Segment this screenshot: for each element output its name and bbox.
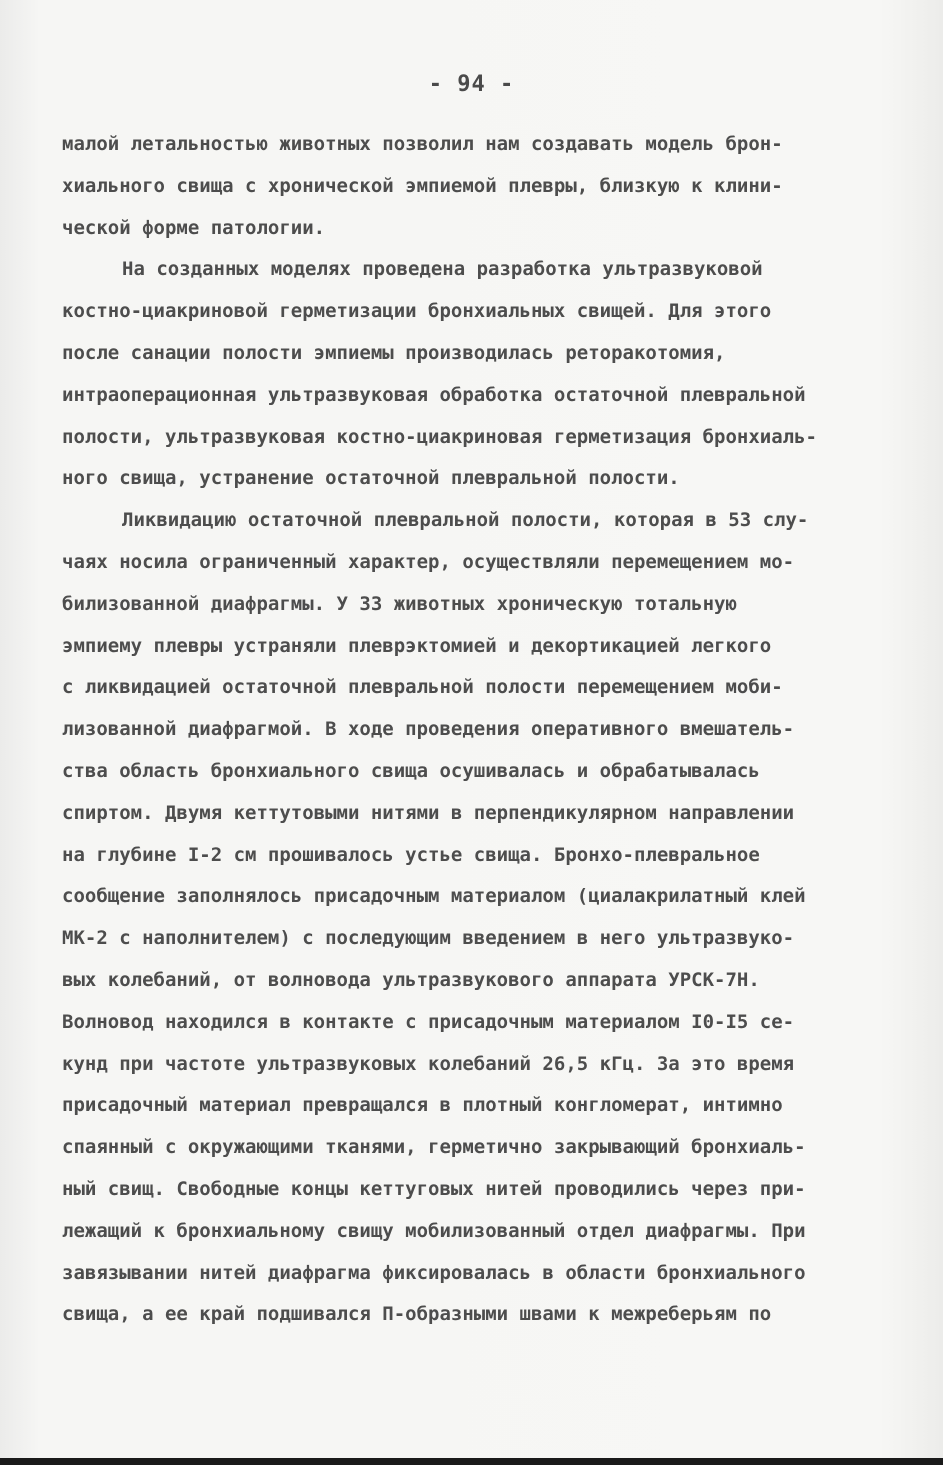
text-line: На созданных моделях проведена разработка ультразвуковой (122, 258, 763, 281)
text-line: лизованной диафрагмой. В ходе проведения оперативного вмешатель- (62, 718, 795, 741)
text-line: хиального свища с хронической эмпиемой плевры, близкую к клини- (62, 174, 783, 197)
text-line: после санации полости эмпиемы производилась реторакотомия, (62, 341, 726, 364)
text-line: чаях носила ограниченный характер, осуществляли перемещением мо- (62, 550, 795, 573)
text-line: завязывании нитей диафрагма фиксировалась в области бронхиального (62, 1261, 806, 1284)
page-number: - 94 - (428, 72, 515, 97)
text-line: костно-циакриновой герметизации бронхиальных свищей. Для этого (62, 300, 772, 323)
text-line: Ликвидацию остаточной плевральной полости, которая в 53 слу- (122, 509, 809, 532)
scan-edge-bar (0, 1458, 943, 1465)
text-line: полости, ультразвуковая костно-циакриновая герметизация бронхиаль- (62, 425, 817, 448)
text-line: малой летальностью животных позволил нам создавать модель брон- (62, 133, 783, 155)
text-line: кунд при частоте ультразвуковых колебаний 26,5 кГц. За это время (62, 1052, 795, 1075)
text-line: билизованной диафрагмы. У 33 животных хроническую тотальную (62, 592, 737, 615)
body-text (62, 124, 902, 1336)
text-line: Волновод находился в контакте с присадочным материалом I0-I5 се- (62, 1010, 795, 1033)
text-line: присадочный материал превращался в плотный конгломерат, интимно (62, 1094, 783, 1117)
text-line: вых колебаний, от волновода ультразвукового аппарата УРСК-7Н. (62, 968, 760, 991)
text-line: интраоперационная ультразвуковая обработка остаточной плевральной (62, 383, 806, 406)
text-line: эмпиему плевры устраняли плеврэктомией и декортикацией легкого (62, 634, 772, 657)
text-line: спаянный с окружающими тканями, герметично закрывающий бронхиаль- (62, 1136, 806, 1159)
text-line: ческой форме патологии. (62, 216, 326, 239)
text-line: ства область бронхиального свища осушивалась и обрабатывалась (62, 759, 760, 782)
text-line: с ликвидацией остаточной плевральной полости перемещением моби- (62, 676, 783, 699)
text-line: ного свища, устранение остаточной плевральной полости. (62, 467, 680, 490)
text-line: лежащий к бронхиальному свищу мобилизованный отдел диафрагмы. При (62, 1219, 806, 1242)
text-line: ный свищ. Свободные концы кеттуговых нитей проводились через при- (62, 1177, 806, 1200)
text-line: сообщение заполнялось присадочным материалом (циалакрилатный клей (62, 885, 806, 908)
text-line: свища, а ее край подшивался П-образными швами к межреберьям по (62, 1303, 772, 1326)
text-line: на глубине I-2 см прошивалось устье свища. Бронхо-плевральное (62, 843, 760, 866)
text-line: МК-2 с наполнителем) с последующим введением в него ультразвуко- (62, 927, 795, 950)
text-line: спиртом. Двумя кеттутовыми нитями в перпендикулярном направлении (62, 801, 795, 824)
